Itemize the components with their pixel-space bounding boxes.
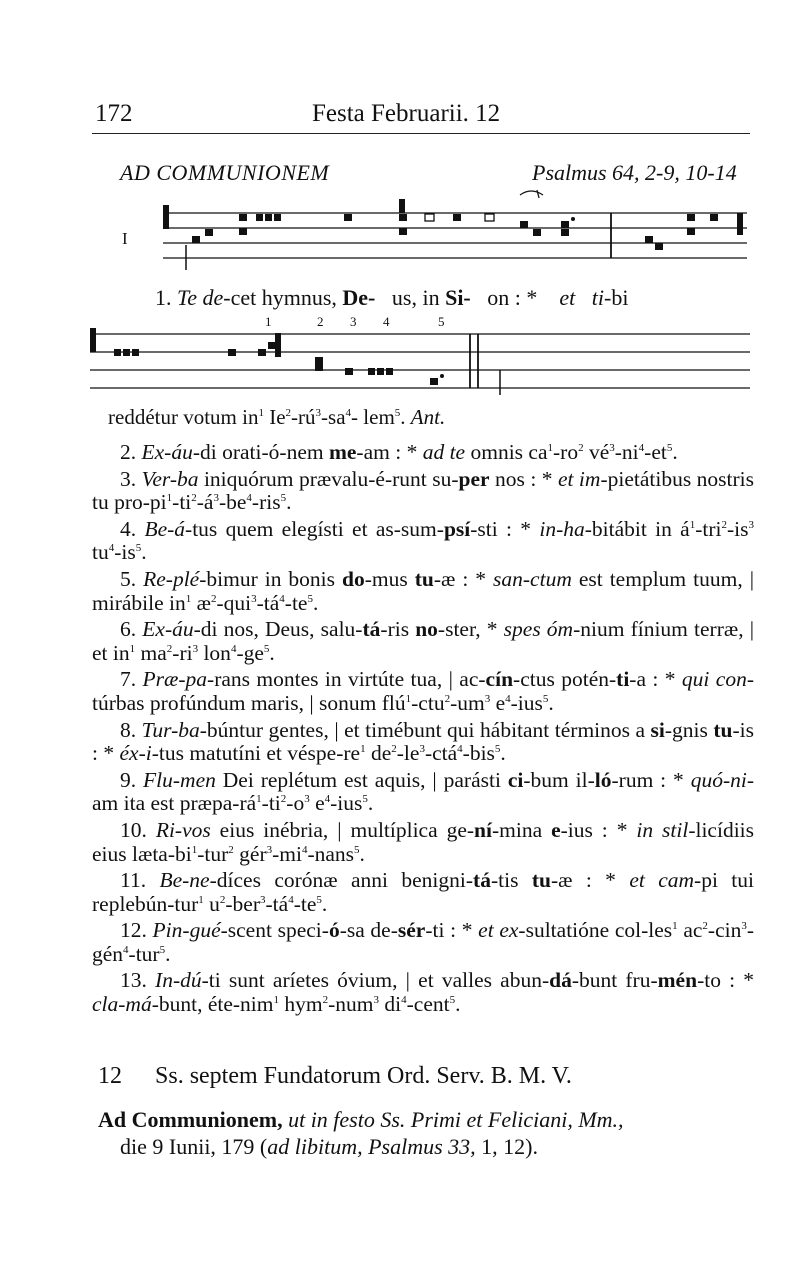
psalm-verse xyxy=(92,769,754,816)
page-number: 172 xyxy=(95,100,133,127)
psalm-verse xyxy=(92,618,754,665)
verse-text: Ri-vos eius inébria, | multíplica ge-ní-mina e-ius : * in stil-licídiis eius læta-$bi^1-tur^2$ $gér^3-mi^4-nans^5$. xyxy=(92,817,755,866)
verse-number: 10. xyxy=(120,817,156,842)
verse-number: 8. xyxy=(120,717,142,742)
verse-number: 12. xyxy=(120,918,153,943)
mode-numeral: I xyxy=(122,229,128,248)
chant-label: AD COMMUNIONEM xyxy=(120,160,330,185)
cadence-number-5: 5 xyxy=(438,314,445,329)
verse-number: 2. xyxy=(120,440,142,464)
verse-text: Ex-áu-di nos, Deus, salu-tá-ris no-ster, * spes óm-nium fínium terræ, | et $in^1$ $ma^2-ri^3$ $lon^4-ge^5$. xyxy=(92,617,755,665)
verse-text: Re-plé-bimur in bonis do-mus tu-æ : * san-ctum est templum tuum, | mirábile $in^1$ $æ^2-qui^3-tá^4-te^5$. xyxy=(92,566,754,615)
header-rule xyxy=(92,133,750,134)
psalm-verse xyxy=(92,719,754,766)
cadence-number-2: 2 xyxy=(317,314,324,329)
verse-text: Flu-men Dei replétum est aquis, | parásti ci-bum il-ló-rum : * quó-ni-am ita est præpa-$rá^1-ti^2-o^3$ $e^4-ius^5$. xyxy=(92,767,755,816)
psalm-reference: Psalmus 64, 2-9, 10-14 xyxy=(532,160,737,185)
verse-number: 9. xyxy=(120,767,144,792)
chant-lyrics-1: 1. Te de-cet hymnus, De- us, in Si- on : * et ti-bi xyxy=(155,285,629,310)
verse-number: 7. xyxy=(120,667,143,692)
psalm-verse xyxy=(92,969,754,1016)
psalm-verse xyxy=(92,518,754,565)
verse-number: 11. xyxy=(120,868,160,893)
cadence-number-1: 1 xyxy=(265,314,272,329)
psalm-verse xyxy=(92,468,754,515)
verse-number: 5. xyxy=(120,566,144,591)
psalm-verse xyxy=(92,668,754,715)
psalm-verse xyxy=(92,869,754,916)
verse-text: Tur-ba-búntur gentes, | et timébunt qui hábitant términos a si-gnis tu-is : * éx-i-tus matutíni et véspe-$re^1$ $de^2-le^3-ctá^4-bis^5$. xyxy=(92,717,755,766)
verse-text: Pin-gué-scent speci-ó-sa de-sér-ti : * et ex-sultatióne col-les$^1$ $ac^2-cin^3-gén^4-tur^5$. xyxy=(92,918,755,966)
verse-text: Ex-áu-di orati-ó-nem me-am : * ad te omnis $ca^1-ro^2$ $vé^3-ni^4-et^5$. xyxy=(141,440,678,464)
verse-number: 4. xyxy=(120,516,145,541)
verse-text: Ver-ba iniquórum prævalu-é-runt su-per nos : * et im-pietátibus nostris tu pro-$pi^1-ti^2-á^3-be^4-ris^5$. xyxy=(92,466,754,515)
psalm-verse xyxy=(92,568,754,615)
verse-text: Be-á-tus quem elegísti et as-sum-psí-sti : * in-ha-bitábit in $á^1-tri^2-is^3$ $tu^4-is^5$. xyxy=(92,516,754,565)
music-staff-2 xyxy=(90,320,755,400)
cadence-number-4: 4 xyxy=(383,314,390,329)
verse-number: 6. xyxy=(120,617,143,642)
psalm-verses xyxy=(92,441,754,1020)
section-number: 12 xyxy=(98,1063,122,1089)
music-staff-1 xyxy=(95,185,755,285)
chant-lyrics-2: reddétur votum $in^1$ $Ie^2-rú^3-sa^4-$ lem$^5$. Ant. xyxy=(108,405,446,429)
section-title: Ss. septem Fundatorum Ord. Serv. B. M. V. xyxy=(155,1063,572,1089)
cadence-number-3: 3 xyxy=(350,314,357,329)
communion-note: Ad Communionem, ut in festo Ss. Primi et Feliciani, Mm., die 9 Iunii, 179 (ad libitum, Psalmus 33, 1, 12). xyxy=(98,1107,624,1159)
page-title: Festa Februarii. 12 xyxy=(312,100,501,127)
psalm-verse xyxy=(92,819,754,866)
verse-number: 13. xyxy=(120,968,156,993)
verse-number: 3. xyxy=(120,466,142,491)
psalm-verse xyxy=(92,919,754,966)
verse-text: Be-ne-díces corónæ anni benigni-tá-tis tu-æ : * et cam-pi tui replebún-tur$^1$ $u^2-ber^3-tá^4-te^5$. xyxy=(92,868,754,916)
verse-text: Præ-pa-rans montes in virtúte tua, | ac-cín-ctus potén-ti-a : * qui con-túrbas profúndum maris, | sonum $flú^1-ctu^2-um^3$ $e^4-ius^5$. xyxy=(92,667,755,715)
verse-text: In-dú-ti sunt aríetes óvium, | et valles abun-dá-bunt fru-mén-to : * cla-má-bunt, éte-nim$^1$ hym$^2$-num$^3$ $di^4-cent^5$. xyxy=(92,968,755,1017)
psalm-verse xyxy=(92,441,754,465)
